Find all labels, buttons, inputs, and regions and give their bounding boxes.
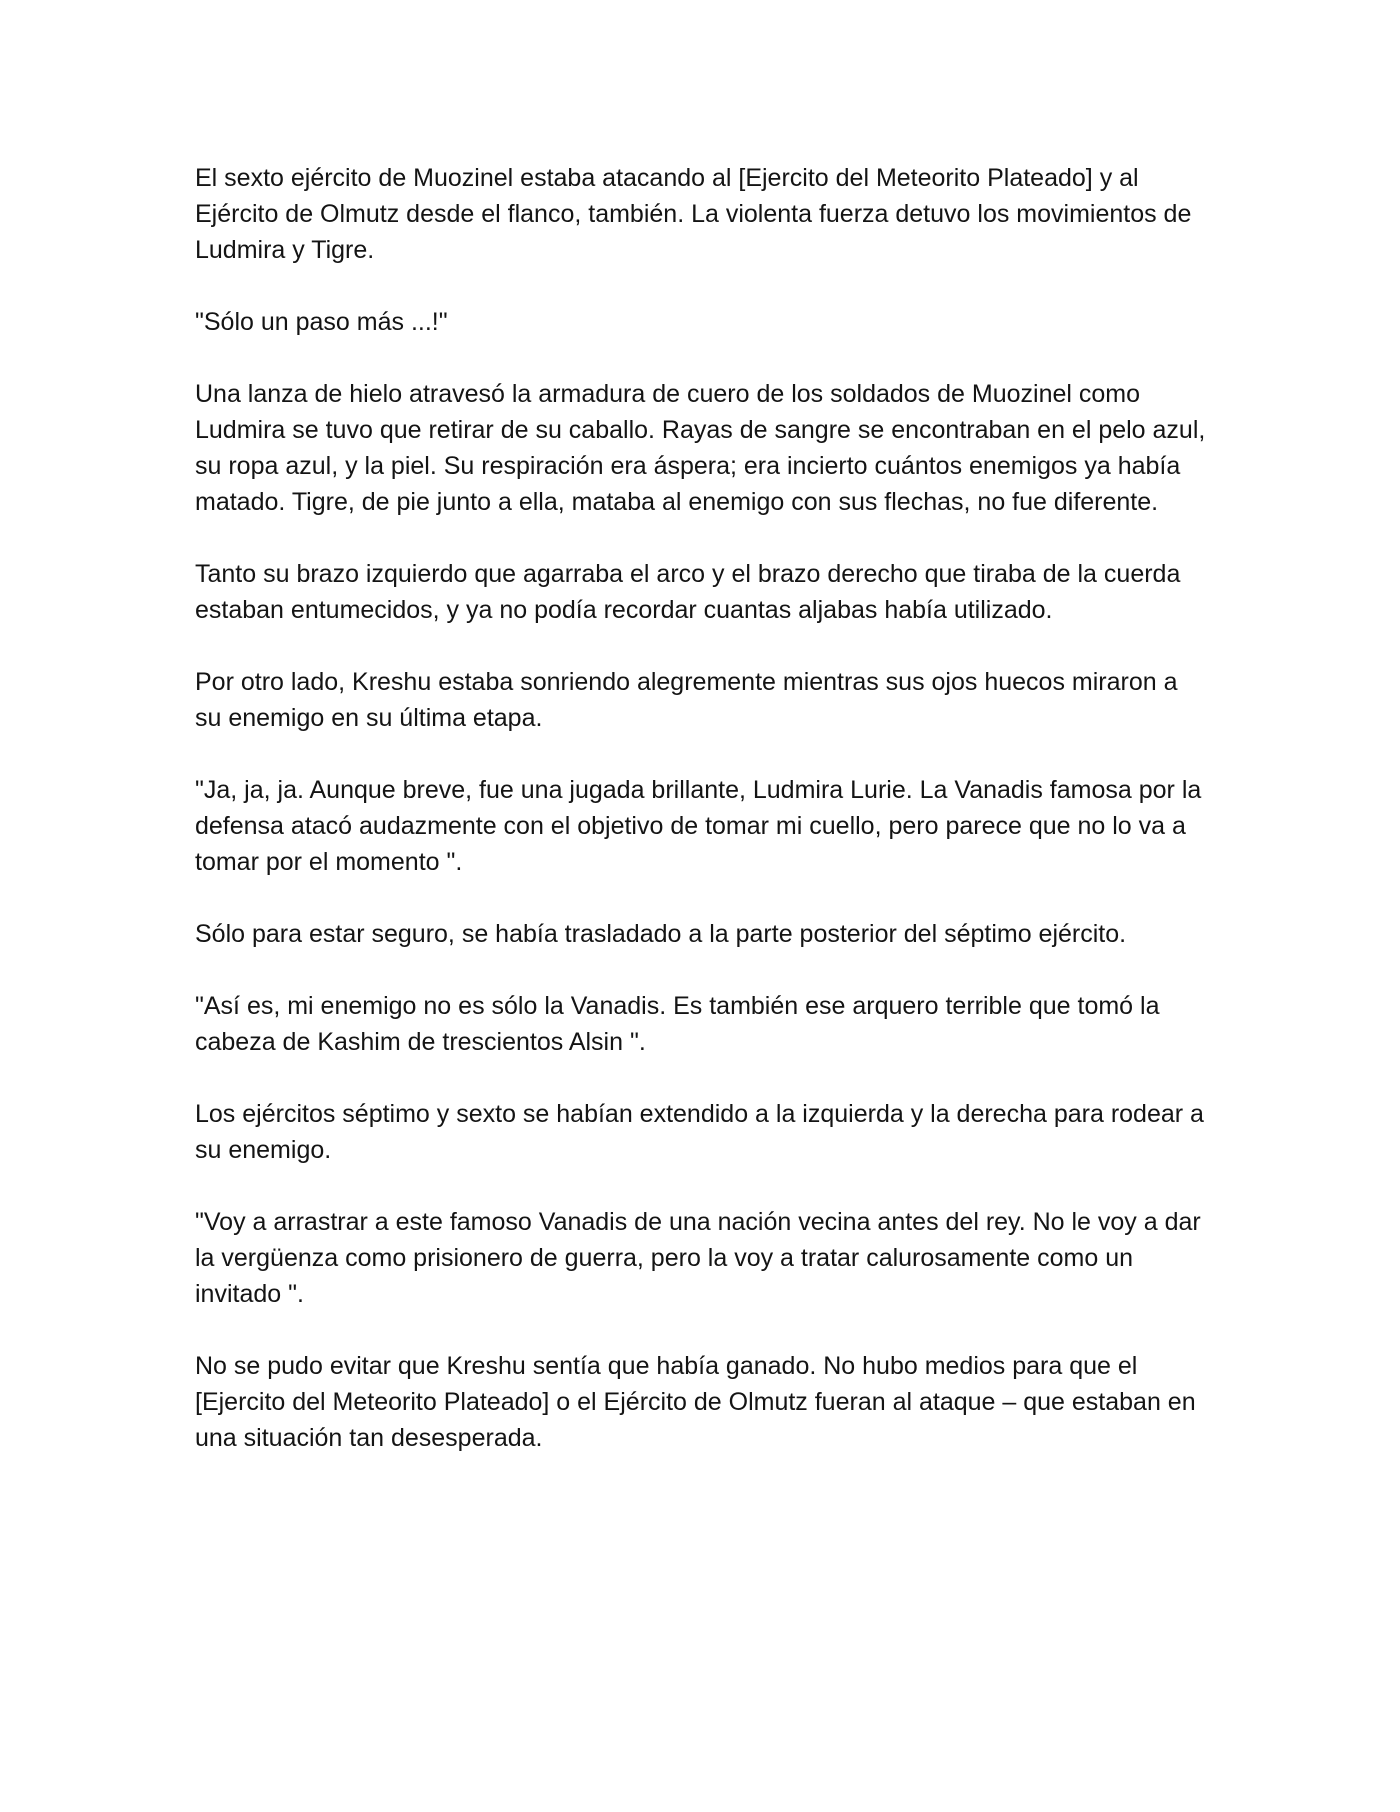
paragraph-8: "Así es, mi enemigo no es sólo la Vanadis. Es también ese arquero terrible que tomó la cabeza de Kashim de trescientos Alsin ". [195, 992, 1160, 1056]
paragraph-10: "Voy a arrastrar a este famoso Vanadis de una nación vecina antes del rey. No le voy a dar la vergüenza como prisionero de guerra, pero la voy a tratar calurosamente como un invitado ". [195, 1208, 1201, 1308]
paragraph-5: Por otro lado, Kreshu estaba sonriendo alegremente mientras sus ojos huecos miraron a su enemigo en su última etapa. [195, 668, 1178, 732]
paragraph-11: No se pudo evitar que Kreshu sentía que había ganado. No hubo medios para que el [Ejercito del Meteorito Plateado] o el Ejército de Olmutz fueran al ataque – que estaban en una situación tan desesperada. [195, 1352, 1196, 1452]
paragraph-2: "Sólo un paso más ...!" [195, 308, 448, 336]
paragraph-1: El sexto ejército de Muozinel estaba atacando al [Ejercito del Meteorito Plateado] y al Ejército de Olmutz desde el flanco, también. La violenta fuerza detuvo los movimientos de Ludmira y Tigre. [195, 164, 1192, 264]
paragraph-6: "Ja, ja, ja. Aunque breve, fue una jugada brillante, Ludmira Lurie. La Vanadis famosa por la defensa atacó audazmente con el objetivo de tomar mi cuello, pero parece que no lo va a tomar por el momento ". [195, 776, 1202, 876]
paragraph-4: Tanto su brazo izquierdo que agarraba el arco y el brazo derecho que tiraba de la cuerda estaban entumecidos, y ya no podía recordar cuantas aljabas había utilizado. [195, 560, 1181, 624]
paragraph-9: Los ejércitos séptimo y sexto se habían extendido a la izquierda y la derecha para rodear a su enemigo. [195, 1100, 1204, 1164]
paragraph-7: Sólo para estar seguro, se había trasladado a la parte posterior del séptimo ejército. [195, 920, 1127, 948]
paragraph-3: Una lanza de hielo atravesó la armadura de cuero de los soldados de Muozinel como Ludmira se tuvo que retirar de su caballo. Rayas de sangre se encontraban en el pelo azul, su ropa azul, y la piel. Su respiración era áspera; era incierto cuántos enemigos ya había matado. Tigre, de pie junto a ella, mataba al enemigo con sus flechas, no fue diferente. [195, 380, 1206, 516]
